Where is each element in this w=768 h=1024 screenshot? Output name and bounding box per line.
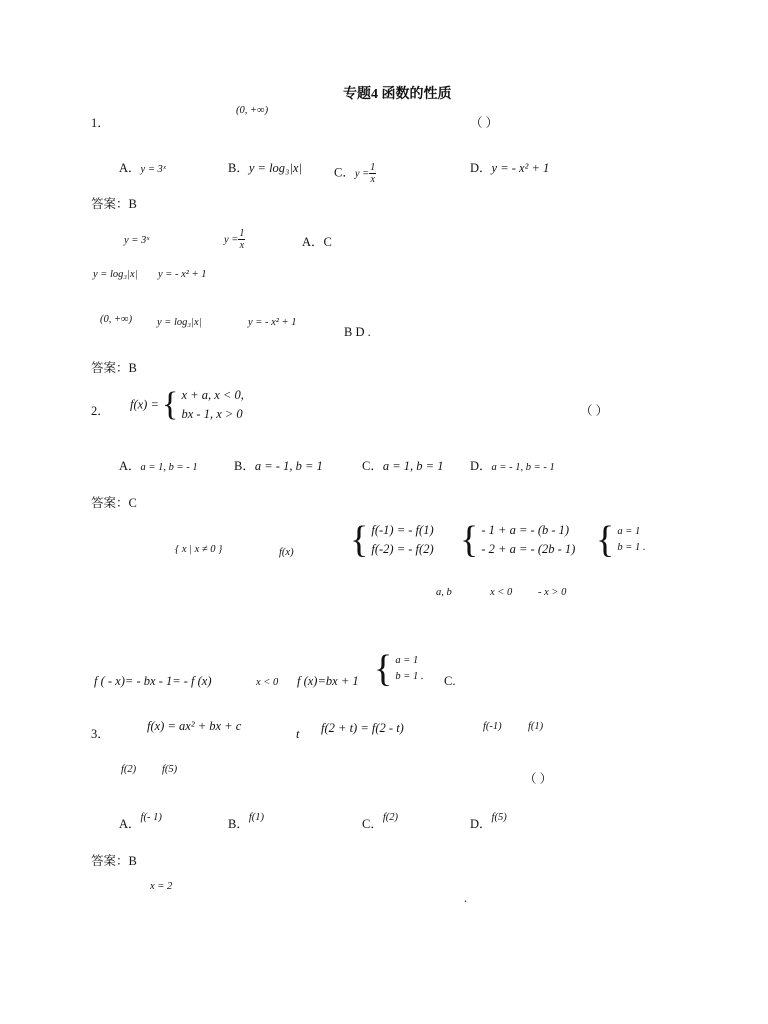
page-title: 专题4 函数的性质 bbox=[343, 87, 452, 102]
q2-solution-end: C. bbox=[444, 674, 456, 688]
q2-solution-domain: { x | x ≠ 0 } bbox=[175, 544, 223, 555]
q2-solution-xlt: x < 0 bbox=[490, 587, 513, 598]
q1-option-a bbox=[119, 162, 166, 176]
q2-option-a-label: A． bbox=[119, 459, 141, 473]
q2-option-c-expr: a = 1, b = 1 bbox=[382, 459, 444, 473]
q2-option-b-expr: a = - 1, b = 1 bbox=[254, 459, 323, 473]
q1-option-c bbox=[334, 162, 376, 185]
q3-option-b bbox=[228, 812, 265, 832]
q1-answer: 答案：B bbox=[91, 197, 137, 211]
q2-answer: 答案：C bbox=[91, 496, 137, 510]
q2-option-a bbox=[119, 460, 198, 474]
q2-solution-xgt: - x > 0 bbox=[538, 587, 567, 598]
q3-option-a bbox=[119, 812, 162, 832]
q1-answer-paren: （ ） bbox=[470, 116, 499, 130]
q3-f5: f(5) bbox=[162, 764, 178, 775]
q2-option-a-expr: a = 1, b = - 1 bbox=[140, 462, 198, 473]
q1-option-c-label: C． bbox=[334, 165, 355, 180]
q2-option-b-label: B． bbox=[234, 459, 255, 473]
q1-solution-expr1: y = 3ˣ bbox=[124, 235, 150, 246]
q1-option-b-expr: y = log₃|x| bbox=[248, 161, 302, 175]
q2-number: 2． bbox=[91, 404, 110, 418]
q3-option-a-label: A． bbox=[119, 817, 141, 831]
q3-solution-axis: x = 2 bbox=[150, 881, 173, 892]
q2-solution-xlt2: x < 0 bbox=[256, 677, 279, 688]
q2-option-d bbox=[470, 460, 555, 474]
q1-option-a-expr: y = 3ˣ bbox=[140, 164, 166, 175]
q3-option-c-label: C． bbox=[362, 817, 383, 831]
q3-answer-paren: （ ） bbox=[524, 772, 553, 786]
q3-f1: f(1) bbox=[528, 721, 544, 732]
q3-option-d bbox=[470, 812, 507, 832]
q2-option-c-label: C． bbox=[362, 459, 383, 473]
q1-solution-expr5: y = log₃|x| bbox=[157, 317, 202, 328]
q1-solution-text1: A．C bbox=[302, 235, 332, 249]
q3-option-c-expr: f(2) bbox=[382, 812, 399, 823]
q1-option-a-label: A． bbox=[119, 161, 141, 175]
q3-option-a-expr: f(- 1) bbox=[140, 812, 162, 823]
q1-solution-interval: (0, +∞) bbox=[100, 314, 133, 325]
q3-answer: 答案：B bbox=[91, 854, 137, 868]
q1-option-c-fraction: $\frac{1}{x}$ bbox=[370, 162, 376, 185]
q2-option-c bbox=[362, 460, 443, 473]
q3-option-b-label: B． bbox=[228, 817, 249, 831]
q1-option-b bbox=[228, 162, 302, 175]
q2-answer-paren: （ ） bbox=[580, 404, 609, 418]
q1-interval: (0, +∞) bbox=[236, 105, 269, 116]
q2-solution-fx2: f (x)=bx + 1 bbox=[297, 674, 359, 688]
q3-option-d-label: D． bbox=[470, 817, 492, 831]
q3-function: f(x) = ax² + bx + c bbox=[147, 719, 242, 733]
q3-option-c bbox=[362, 812, 399, 832]
q3-f2: f(2) bbox=[121, 764, 137, 775]
q3-t: t bbox=[296, 727, 300, 741]
q2-system1: { f(-1) = - f(1) f(-2) = - f(2) bbox=[350, 519, 434, 562]
q1-option-d-expr: y = - x² + 1 bbox=[491, 161, 550, 175]
q2-system4: { a = 1 b = 1 . bbox=[374, 648, 424, 690]
q1-option-d-label: D． bbox=[470, 161, 492, 175]
q2-system3: { a = 1 b = 1 . bbox=[596, 519, 646, 561]
q2-piecewise: f(x) = { x + a, x < 0, bx - 1, x > 0 bbox=[130, 386, 244, 424]
q3-solution-end: . bbox=[464, 891, 468, 905]
q1-option-c-expr: y = bbox=[354, 168, 370, 180]
q1-final-answer: 答案：B bbox=[91, 361, 137, 375]
q2-option-b bbox=[234, 460, 323, 473]
q3-f-minus1: f(-1) bbox=[483, 721, 502, 732]
q1-solution-expr3: y = log₃|x| bbox=[93, 269, 138, 280]
q1-option-d bbox=[470, 162, 549, 175]
q1-solution-text2: B D . bbox=[344, 325, 371, 339]
q1-solution-expr2: y = $\frac{1}{x}$ bbox=[224, 228, 245, 251]
q1-solution-fraction: $\frac{1}{x}$ bbox=[239, 228, 245, 251]
q2-brace: { bbox=[162, 386, 179, 424]
q2-case2: bx - 1, x > 0 bbox=[181, 407, 243, 422]
q2-solution-line4: f ( - x)= - bx - 1= - f (x) bbox=[94, 674, 212, 688]
q1-option-b-label: B． bbox=[228, 161, 249, 175]
q2-option-d-expr: a = - 1, b = - 1 bbox=[491, 462, 555, 473]
q3-option-d-expr: f(5) bbox=[491, 812, 507, 823]
q2-solution-ab: a, b bbox=[436, 587, 452, 598]
q3-option-b-expr: f(1) bbox=[248, 812, 265, 823]
q2-case1: x + a, x < 0, bbox=[181, 388, 244, 402]
q2-option-d-label: D． bbox=[470, 459, 492, 473]
q2-system2: { - 1 + a = - (b - 1) - 2 + a = - (2b - 1) bbox=[460, 519, 576, 562]
q1-number: 1． bbox=[91, 116, 110, 130]
q2-solution-fx: f(x) bbox=[279, 547, 294, 558]
q2-cases bbox=[181, 386, 243, 425]
q1-solution-expr4: y = - x² + 1 bbox=[158, 269, 207, 280]
q3-number: 3． bbox=[91, 727, 110, 741]
q1-solution-expr6: y = - x² + 1 bbox=[248, 317, 297, 328]
q3-symmetry: f(2 + t) = f(2 - t) bbox=[321, 721, 404, 735]
